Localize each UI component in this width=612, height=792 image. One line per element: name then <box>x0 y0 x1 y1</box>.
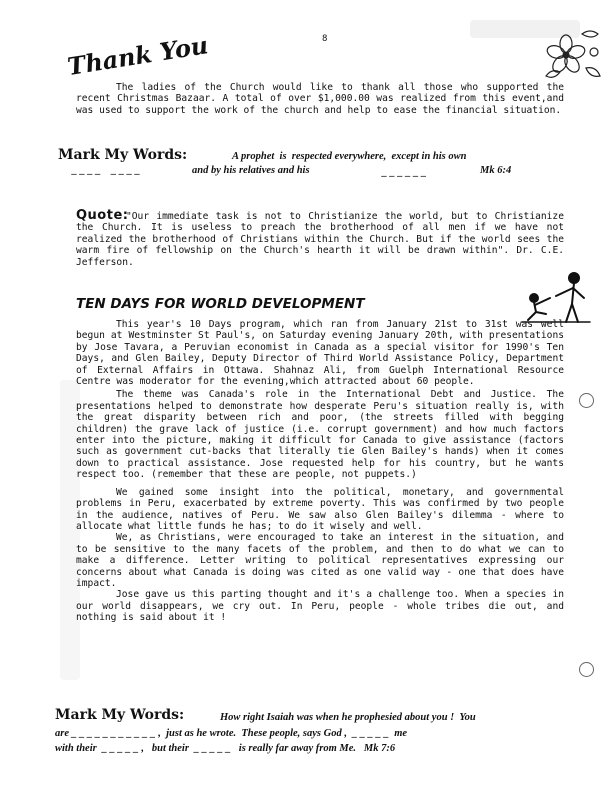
figures-illustration <box>520 270 592 326</box>
ten-days-paragraph: Jose gave us this parting thought and it's a challenge too. When a species in our world disappears, we cry out. In Peru, people - whole tribes die out, and nothing is said about it ! <box>76 589 564 624</box>
page-number: 8 <box>322 34 328 44</box>
mark-my-words-line: A prophet is respected everywhere, except in his own <box>232 151 467 162</box>
mark-my-words-line: with their _ _ _ _ _ , but their _ _ _ _ _ is really far away from Me. Mk 7:6 <box>55 743 396 754</box>
quote-label: Quote: <box>76 208 129 223</box>
mark-my-words-line: and by his relatives and his <box>192 165 310 176</box>
binder-hole <box>579 393 594 408</box>
binder-hole <box>579 662 594 677</box>
mark-my-words-line: How right Isaiah was when he prophesied about you ! You <box>220 712 476 723</box>
ten-days-paragraph: We gained some insight into the political, monetary, and governmental problems in Peru, exacerbated by extreme poverty. This was confirmed by two people in the audience, natives of Peru. We saw also Glen Bailey's dilemma - where to allocate what little funds he has; to do it wisely and well. <box>76 486 564 532</box>
blank-1: _ _ _ _ _ _ _ _ <box>72 165 141 176</box>
flower-icon <box>538 24 606 86</box>
thank-you-body: The ladies of the Church would like to thank all those who supported the recent Christmas Bazaar. A total of over $1,000.00 was realized from this event,and was used to support the work of the church and help to ease the financial situation. <box>76 82 564 116</box>
thank-you-title: Thank You <box>65 30 211 82</box>
mark-my-words-line: are _ _ _ _ _ _ _ _ _ _ _ , just as he wrote. These people, says God , _ _ _ _ _ me <box>55 728 408 739</box>
ten-days-heading: TEN DAYS FOR WORLD DEVELOPMENT <box>76 296 365 312</box>
quote-text: "Our immediate task is not to Christianize the world, but to Christianize the Church. It is useless to preach the brotherhood of all men if we have not realized the brotherhood of Christians within the Church. But if the world sees the warm fire of fellowship on the Church's hearth it will be drawn within". Dr. C.E. Jefferson. <box>76 211 564 268</box>
blank-2: _ _ _ _ _ _ <box>382 167 427 178</box>
ten-days-paragraph: The theme was Canada's role in the International Debt and Justice. The presentations helped to demonstrate how desperate Peru's situation really is, with the great disparity between rich and poor, (the streets filled with begging children) the grave lack of justice (i.e. corrupt government) and how much factors enter into the picture, making it difficult for Canada to give assistance (factors such as government cut-backs that literally tie Glen Bailey's hands) when it comes down to practical assistance. Jose requested help for his country, but he wants respect too. (remember that these are people, not puppets.) <box>76 389 564 481</box>
ten-days-paragraph: We, as Christians, were encouraged to take an interest in the situation, and to be sensitive to the many facets of the problem, and then to do what we can to make a difference. Letter writing to political representatives expressing our concerns about what Canada is doing was cited as one valid way - one that does have impact. <box>76 532 564 589</box>
mark-my-words-label: Mark My Words: <box>55 707 185 723</box>
mark-my-words-label: Mark My Words: <box>58 147 188 163</box>
ten-days-paragraph: This year's 10 Days program, which ran from January 21st to 31st was well begun at Westminster St Paul's, on Saturday evening January 20th, with presentations by Jose Tavara, a Peruvian economist in Canada as a special visitor for 1990's Ten Days, and Glen Bailey, Deputy Director of Third World Assistance Policy, Department of External Affairs in Ottawa. Shahnaz Ali, from Guelph International Resource Centre was moderator for the evening,which attracted about 60 people. <box>76 319 564 388</box>
scripture-reference: Mk 6:4 <box>480 165 512 176</box>
